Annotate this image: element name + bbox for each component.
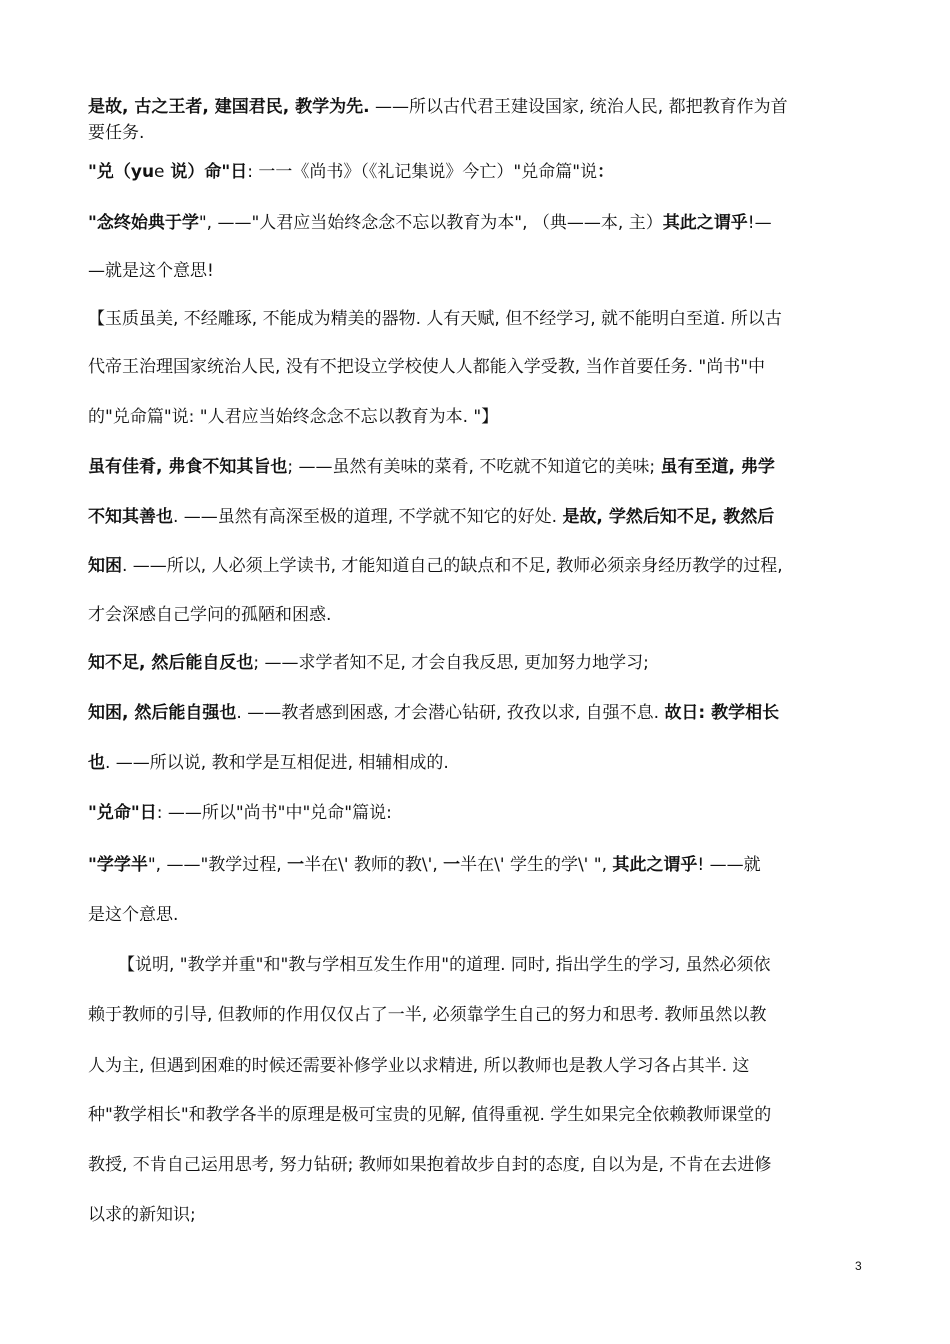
bold-text: 虽有至道, 弗学 <box>660 457 775 477</box>
bold-text: 是故, 古之王者, 建国君民, 教学为先. <box>88 97 370 117</box>
text-line <box>88 402 863 427</box>
text-run: ! ——就 <box>697 855 761 875</box>
text-line <box>88 900 863 925</box>
bold-text: "兑（yu <box>88 162 155 182</box>
text-line <box>88 551 863 576</box>
text-line <box>88 1051 863 1076</box>
bold-text: 不知其善也 <box>88 507 173 527</box>
bold-text: 是故, 学然后知不足, 教然后 <box>562 507 775 527</box>
bold-text: 一 <box>287 855 305 875</box>
text-run: 代帝王治理国家统治人民, 没有不把设立学校使人人都能入学受教, 当作首要任务. "尚书"中 <box>88 357 766 377</box>
text-run: . ——所以说, 教和学是互相促进, 相辅相成的. <box>105 753 449 773</box>
bold-text: 一 <box>443 855 461 875</box>
bold-text: 知困, 然后能自强也 <box>88 703 237 723</box>
text-run: . ——所以, 人必须上学读书, 才能知道自己的缺点和不足, 教师必须亲身经历教学的过程, <box>122 556 783 576</box>
bold-text: 说）命"日 <box>164 162 248 182</box>
text-line <box>88 304 863 329</box>
text-line <box>88 118 863 143</box>
bold-text: "念终始典于学 <box>88 213 199 233</box>
text-run: ", ——"人君应当始终念念不忘以教育为本", （典——本, 主） <box>198 213 663 233</box>
text-line <box>88 208 863 233</box>
text-run: 【说明, "教学并重"和"教与学相互发生作用"的道理. 同时, 指出学生的学习, 虽然必须依 <box>118 955 771 975</box>
text-run: 种"教学相长"和教学各半的原理是极可宝贵的见解, 值得重视. 学生如果完全依赖教师课堂的 <box>88 1105 772 1125</box>
text-line <box>88 748 863 773</box>
text-line <box>88 1000 863 1025</box>
text-run: 【玉质虽美, 不经雕琢, 不能成为精美的器物. 人有天赋, 但不经学习, 就不能明白至道. 所以古 <box>88 309 782 329</box>
text-run: 赖于教师的引导, 但教师的作用仅仅占了一半, 必须靠学生自己的努力和思考. 教师虽然以教 <box>88 1005 767 1025</box>
bold-text: 知困 <box>88 556 122 576</box>
text-run: 才会深感自己学问的孤陋和困惑. <box>88 605 332 625</box>
text-line <box>88 698 863 723</box>
bold-text: 其此之谓乎 <box>662 213 748 233</box>
text-run: e <box>154 162 165 182</box>
text-run: 半在\' 学生的学\' ", <box>460 855 613 875</box>
bold-text: 知不足, 然后能自反也 <box>88 653 254 673</box>
bold-text: 其此之谓乎 <box>612 855 698 875</box>
text-run: ——所以古代君王建设国家, 统治人民, 都把教育作为首 <box>369 97 788 117</box>
text-line <box>88 1200 863 1225</box>
bold-text: ： <box>597 162 615 182</box>
text-line <box>88 256 863 281</box>
text-line <box>88 92 863 117</box>
bold-text: 故日: 教学相长 <box>664 703 780 723</box>
text-run: —就是这个意思! <box>88 261 214 281</box>
text-line <box>88 352 863 377</box>
page-number: 3 <box>855 1259 862 1273</box>
text-run: ; ——求学者知不足, 才会自我反思, 更加努力地学习; <box>253 653 649 673</box>
text-run: . ——虽然有高深至极的道理, 不学就不知它的好处. <box>173 507 563 527</box>
text-run: : 一一《尚书》（《礼记集说》今亡）"兑命篇"说 <box>247 162 598 182</box>
text-run: . ——教者感到困惑, 才会潜心钻研, 孜孜以求, 自强不息. <box>236 703 665 723</box>
text-run: 以求的新知识; <box>88 1205 196 1225</box>
text-run: 是这个意思. <box>88 905 179 925</box>
text-line <box>88 452 863 477</box>
bold-text: "兑命"日 <box>88 803 157 823</box>
text-run: 教授, 不肯自己运用思考, 努力钻研; 教师如果抱着故步自封的态度, 自以为是, 不肯在去进修 <box>88 1155 772 1175</box>
bold-text: 也 <box>88 753 105 773</box>
text-run: 人为主, 但遇到困难的时候还需要补修学业以求精进, 所以教师也是教人学习各占其半. 这 <box>88 1056 750 1076</box>
text-line <box>88 1100 863 1125</box>
text-line <box>88 798 863 823</box>
text-run: !— <box>747 213 772 233</box>
text-line <box>88 600 863 625</box>
bold-text: 虽有佳肴, 弗食不知其旨也 <box>88 457 288 477</box>
text-run: 要任务. <box>88 123 145 143</box>
text-run: 的"兑命篇"说: "人君应当始终念念不忘以教育为本. "】 <box>88 407 499 427</box>
text-line <box>88 502 863 527</box>
text-run: ", ——"教学过程, <box>147 855 288 875</box>
bold-text: "学学半 <box>88 855 148 875</box>
text-line <box>88 1150 863 1175</box>
text-line <box>118 950 893 975</box>
text-line <box>88 648 863 673</box>
text-run: : ——所以"尚书"中"兑命"篇说: <box>156 803 392 823</box>
text-line <box>88 850 863 875</box>
text-run: ; ——虽然有美味的菜肴, 不吃就不知道它的美味; <box>287 457 661 477</box>
text-run: 半在\' 教师的教\', <box>304 855 444 875</box>
text-line <box>88 157 863 182</box>
